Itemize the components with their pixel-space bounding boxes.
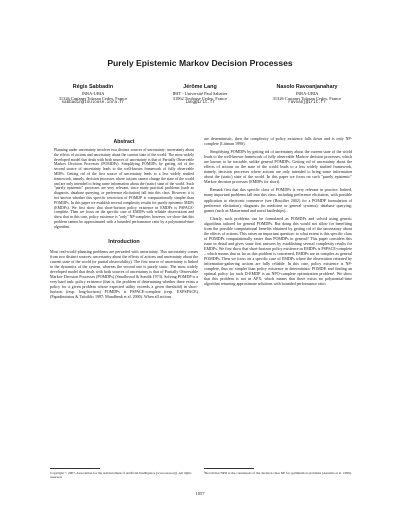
copyright-notice [50,468,198,479]
author-name: Nasolo Ravoanjanahary [276,84,338,90]
author-affiliation: INRA-UBIA [295,90,319,96]
footnote [204,468,352,475]
author-3 [254,84,360,106]
page-number: 1057 [195,491,205,496]
author-email[interactable]: ravoanj@irit.fr [288,101,326,106]
author-name: Régis Sabbadin [72,84,114,90]
paper-title: Purely Epistemic Markov Decision Processes [107,58,293,68]
copyright-text: Copyright © 2007, Association for the Advancement of Artificial Intelligence (www.aaai.org). All rights reserved. [50,471,192,480]
footnote-text: ¹Recall that NPO is the counterpart of the decision class NP for optimization problems (Ausiello et al. 1999). [204,471,352,475]
body-paragraph: are deterministic, then the complexity of policy existence falls down and is only NP-complete (Littman 1996). [204,136,352,147]
left-column [50,140,198,302]
author-email[interactable]: sabbadin@toulouse.inra.fr [61,101,125,106]
abstract-heading: Abstract [113,139,135,145]
author-block [40,84,360,106]
abstract-text: Planning under uncertainty involves two distinct sources of uncertainty: uncertainty about the effects of actions and uncertainty about the current state of the world. The most widely developed model that deals with both sources of uncertainty is that of Partially Observable Markov Decision Processes (POMDPs). Simplifying POMDPs by getting rid of the second source of uncertainty leads to the well-known framework of fully observable MDPs. Getting rid of the first source of uncertainty leads to a less widely studied framework, namely, decision processes where actions cannot change the state of the world and are only intended to bring some information about the (static) state of the world. Such "purely epistemic" processes are very relevant, since many practical problems (such as diagnosis, database querying, or preference elicitation) fall into this class. However, it is not known whether this specific restriction of POMDP is computationally simpler than POMDPs. In this paper we establish several complexity results for purely epistemic MDPs (EMDPs). We first show that short-horizon policy existence in EMDPs is PSPACE-complete. Then we focus on the specific case of EMDPs with reliable observations and show that in this case, policy existence is "only" NP-complete; however, we show that this problem cannot be approximated with a bounded performance ratio by a polynomial-time algorithm. [54,148,194,229]
intro-heading: Introduction [108,238,140,245]
author-email[interactable]: lang@irit.fr [184,101,216,106]
intro-paragraph: Most real-world planning problems are pervaded with uncertainty. This uncertainty comes from two distinct sources: uncertainty about the effects of actions and uncertainty about the current state of the world (or partial observability). The first source of uncertainty is linked to the dynamics of the system, whereas the second one is purely static. The most widely developed model that deals with both sources of uncertainty is that of Partially Observable Markov Decision Processes (POMDPs) (Smallwood & Sondik 1973). Solving POMDP is a very hard task: policy existence (that is, the problem of determining whether there exists a policy for a given problem whose expected utility exceeds a given threshold) in short-horizon (resp. long-horizon) POMDPs is PSPACE-complete (resp. EXPSPACE) (Papadimitriou & Tsitsiklis 1987; Mundhenk et al. 2000). When all actions [50,248,199,300]
right-column [204,136,352,289]
footnote-rule [50,468,100,469]
author-address: 31062 Toulouse Cedex, France [172,95,228,101]
author-1 [40,84,146,106]
body-paragraph: Simplifying POMDPs by getting rid of uncertainty about the current state of the world leads to the well-known framework of fully observable Markov decision processes, which are known to be tractable, unlike general POMDPs. Getting rid of uncertainty about the effects of actions on the state of the world leads to a less widely studied framework, namely, decision processes where actions are only intended to bring some information about the (static) state of the world. In this paper we focus on such "purely epistemic" Markov decision processes (EMDPs for short). [204,149,352,185]
author-affiliation: INRA-UBIA [81,90,105,96]
author-affiliation: IRIT - Université Paul Sabatier [172,90,228,96]
body-paragraph: Remark first that this specific class of POMDPs is very relevant in practice. Indeed, many important problems fall into this class, including preference elicitation, with possible application to electronic commerce (see (Boutilier 2002) for a POMDP formulation of preference elicitation); diagnosis (in medicine or general systems); database querying; games (such as Mastermind and naval battleships)... [204,187,352,213]
author-address: 31326 Castanet Tolosan Cedex, France [58,95,128,101]
author-address: 31326 Castanet Tolosan Cedex, France [272,95,342,101]
body-paragraph: Clearly, such problems can be formulated as POMDPs and solved using generic algorithms tailored for general POMDPs. But doing this would not allow for benefiting from the possible computational benefits obtained by getting rid of the uncertainty about the effects of actions. This raises an important question: to what extent is this specific class of POMDPs computationally easier than POMDPs in general? This paper considers this issue in detail and gives some first answers by establishing several complexity results for EMDPs. We first show that short-horizon policy existence in EMDPs is PSPACE-complete – which means that as far as this problem is concerned, EMDPs are as complex as general POMDPs. Then we focus on a specific case of EMDPs where the observation returned by information-gathering actions are fully reliable. In this case, policy existence is NP-complete, thus no simpler than policy existence in deterministic POMDP, and finding an optimal policy for such D-EMDP is an NPO-complete optimization problem¹. We show that this problem is not in APX, which means that there exists no polynomial-time algorithm returning approximate solutions with bounded performance ratio. [204,215,352,287]
footnote-rule [204,468,254,469]
author-name: Jérôme Lang [183,84,217,90]
author-2 [147,84,253,106]
